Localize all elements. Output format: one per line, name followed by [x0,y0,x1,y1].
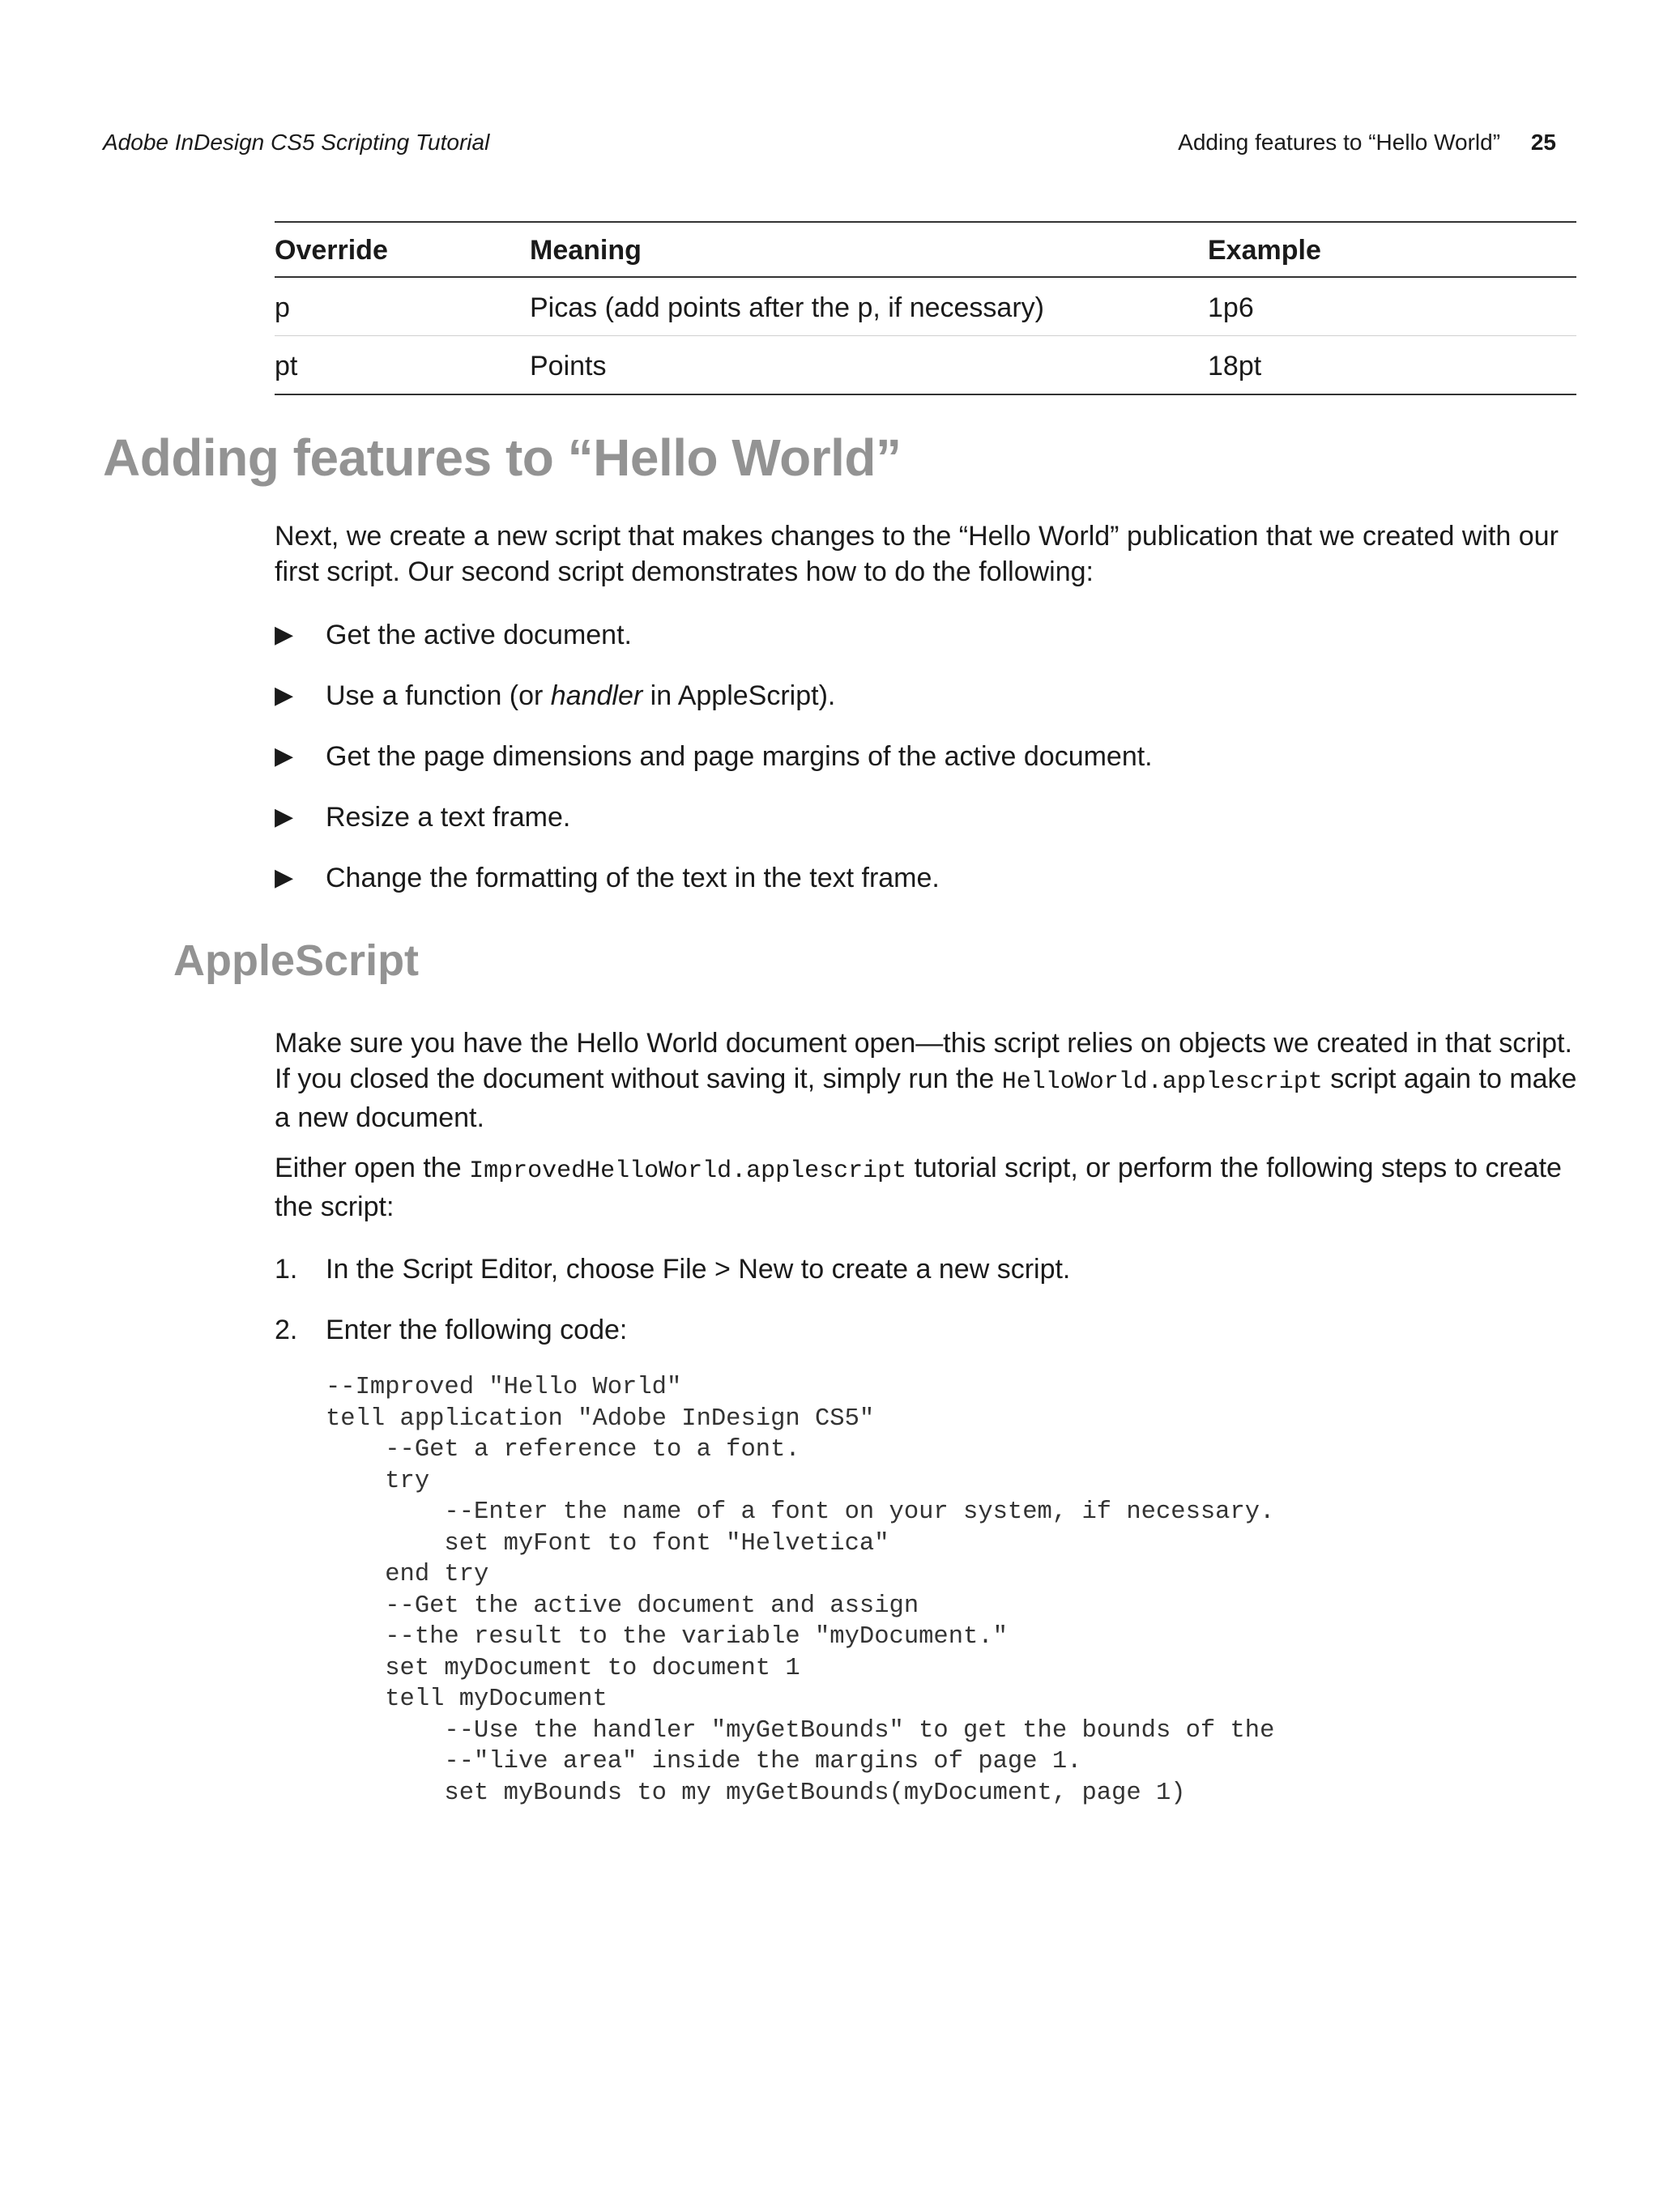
paragraph-text: script again to make a new document. [275,1063,1577,1133]
list-item [275,799,1153,860]
running-header-section [1178,130,1556,156]
bullet-arrow-icon: ▶ [275,682,294,709]
paragraph-text: Make sure you have the Hello World document open—this script relies on objects we created in that script. If you closed the document without saving it, simply run the [275,1028,1572,1094]
table-header-row [275,222,1576,277]
list-item [275,678,1153,739]
column-header: Override [275,222,530,277]
list-item-text: Enter the following code: [326,1315,628,1345]
list-item-text: In the Script Editor, choose File > New to create a new script. [326,1254,1071,1285]
bullet-arrow-icon: ▶ [275,803,294,830]
step-number: 1. [275,1254,298,1285]
running-header-title: Adobe InDesign CS5 Scripting Tutorial [103,130,490,155]
list-item [275,617,1153,678]
table-cell: pt [275,336,530,395]
section-heading: Adding features to “Hello World” [103,428,902,487]
subsection-heading: AppleScript [173,936,420,985]
list-item [275,1312,1070,1373]
running-header [103,130,1556,162]
column-header: Meaning [530,222,1208,277]
paragraph-open-script [275,1150,1579,1225]
list-item-text: Use a function (or [326,680,551,711]
override-table [275,221,1576,395]
list-item [275,739,1153,799]
list-item-text: in AppleScript). [642,680,836,711]
code-listing: --Improved "Hello World" tell application "Adobe InDesign CS5" --Get a reference to a font. try --Enter the name of a font on your system, if necessary. set myFont to font "Helvetica" end try --Get the active document and assign --the result to the variable "myDocument." set myDocument to document 1 tell myDocument --Use the handler "myGetBounds" to get the bounds of the --"live area" inside the margins of page 1. set myBounds to my myGetBounds(myDocument, page 1) [326,1374,1275,1807]
step-number: 2. [275,1315,298,1345]
paragraph-open-document [275,1025,1579,1136]
table-cell: 1p6 [1208,277,1576,336]
list-item-text: Get the active document. [326,620,632,650]
table-cell: Picas (add points after the p, if necessary) [530,277,1208,336]
paragraph-text: tutorial script, or perform the following steps to create the script: [275,1153,1562,1222]
paragraph-text: Either open the [275,1153,470,1183]
column-header: Example [1208,222,1576,277]
inline-code: HelloWorld.applescript [1001,1068,1323,1096]
intro-paragraph: Next, we create a new script that makes changes to the “Hello World” publication that we created with our first script. Our second script demonstrates how to do the following: [275,521,1559,587]
list-item [275,1251,1070,1312]
table-row [275,277,1576,336]
bullet-arrow-icon: ▶ [275,864,294,891]
steps-list [275,1251,1070,1373]
list-item-text: Resize a text frame. [326,802,571,833]
table-cell: Points [530,336,1208,395]
running-header-section-title: Adding features to “Hello World” [1178,130,1501,155]
list-item [275,860,1153,921]
bullet-arrow-icon: ▶ [275,743,294,769]
page-number: 25 [1530,130,1556,155]
bullet-arrow-icon: ▶ [275,621,294,648]
table-row [275,336,1576,395]
list-item-text: Change the formatting of the text in the text frame. [326,863,940,893]
bullet-list [275,617,1153,921]
inline-code: ImprovedHelloWorld.applescript [469,1157,907,1185]
list-item-text: Get the page dimensions and page margins of the active document. [326,741,1153,772]
table-cell: 18pt [1208,336,1576,395]
table-cell: p [275,277,530,336]
list-item-emphasis: handler [550,680,643,711]
